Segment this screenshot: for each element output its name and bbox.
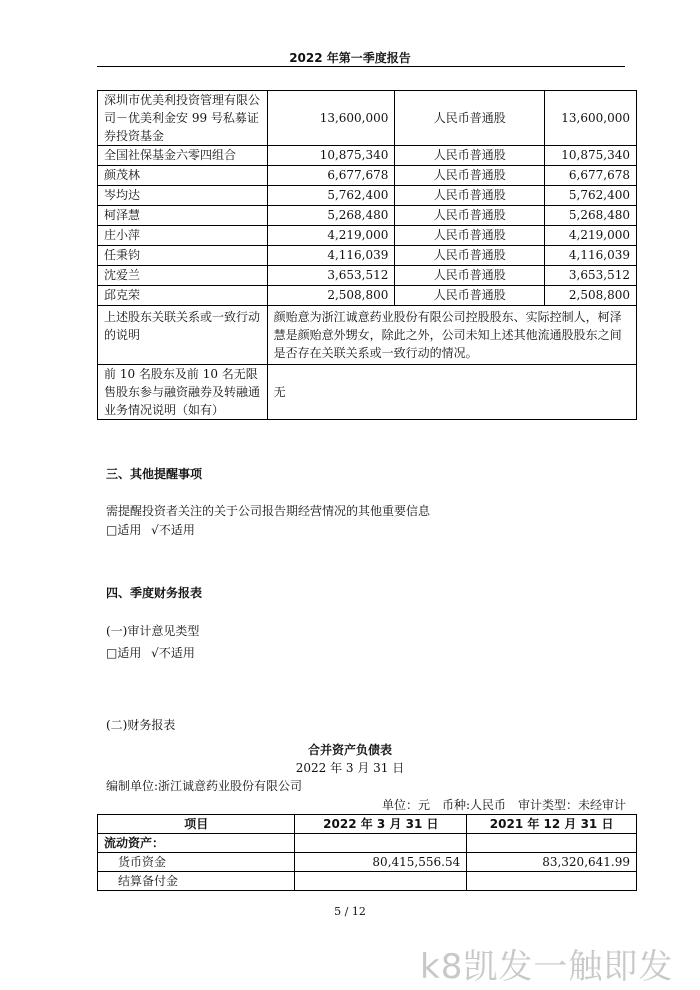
shareholder-name: 颜茂林: [98, 166, 268, 186]
section3-title: 三、其他提醒事项: [106, 467, 203, 481]
shareholder-name: 全国社保基金六零四组合: [98, 146, 268, 166]
table-row: [98, 91, 637, 146]
table-row: [98, 146, 637, 166]
share-type: 人民币普通股: [395, 286, 545, 306]
table-row: [98, 246, 637, 266]
shareholder-qty: 2,508,800: [267, 286, 395, 306]
row-value-prior: [467, 834, 637, 853]
balance-sheet-table: [97, 814, 637, 891]
shareholder-name: 邱克荣: [98, 286, 268, 306]
column-header: 2022 年 3 月 31 日: [295, 815, 467, 834]
applicable-checkbox: □适用: [106, 646, 142, 660]
share-type: 人民币普通股: [395, 266, 545, 286]
shareholder-name: 岑均达: [98, 186, 268, 206]
shareholder-qty: 5,762,400: [267, 186, 395, 206]
section3-options: [106, 521, 201, 538]
section4-options: [106, 644, 201, 661]
share-qty: 13,600,000: [545, 91, 637, 146]
audit-opinion-heading: (一)审计意见类型: [106, 624, 200, 638]
watermark-text: k8凯发一触即发: [420, 947, 674, 987]
shareholder-name: 任秉钧: [98, 246, 268, 266]
balance-sheet-title: 合并资产负债表: [307, 743, 392, 757]
report-header-title: 2022 年第一季度报告: [289, 51, 411, 65]
row-value-prior: 83,320,641.99: [467, 853, 637, 872]
share-type: 人民币普通股: [395, 186, 545, 206]
share-type: 人民币普通股: [395, 206, 545, 226]
balance-sheet-date: 2022 年 3 月 31 日: [295, 761, 405, 775]
shareholder-name: 沈爱兰: [98, 266, 268, 286]
shareholder-name: 庄小萍: [98, 226, 268, 246]
shareholder-qty: 3,653,512: [267, 266, 395, 286]
share-qty: 4,116,039: [545, 246, 637, 266]
section3-paragraph: 需提醒投资者关注的关于公司报告期经营情况的其他重要信息: [106, 504, 431, 518]
applicable-checkbox: □适用: [106, 523, 142, 537]
table-row: [98, 266, 637, 286]
row-item: 流动资产：: [98, 834, 295, 853]
top-shareholders-table: [97, 90, 637, 420]
table-header-row: [98, 815, 637, 834]
shareholder-qty: 10,875,340: [267, 146, 395, 166]
row-value-current: [295, 834, 467, 853]
preparer-line: 编制单位:浙江诚意药业股份有限公司: [106, 779, 303, 793]
not-applicable-checkbox: √不适用: [151, 646, 195, 660]
table-row: [98, 166, 637, 186]
shareholder-qty: 4,116,039: [267, 246, 395, 266]
share-type: 人民币普通股: [395, 91, 545, 146]
table-row: [98, 286, 637, 306]
share-type: 人民币普通股: [395, 226, 545, 246]
share-qty: 2,508,800: [545, 286, 637, 306]
table-row: [98, 186, 637, 206]
share-qty: 5,762,400: [545, 186, 637, 206]
share-qty: 6,677,678: [545, 166, 637, 186]
row-value-current: [295, 872, 467, 891]
currency-line: 单位：元 币种:人民币 审计类型：未经审计: [381, 798, 626, 812]
shareholder-name: 柯泽慧: [98, 206, 268, 226]
section4-title: 四、季度财务报表: [106, 586, 203, 600]
row-value-current: 80,415,556.54: [295, 853, 467, 872]
table-row: [98, 226, 637, 246]
not-applicable-checkbox: √不适用: [151, 523, 195, 537]
share-type: 人民币普通股: [395, 246, 545, 266]
row-item: 货币资金: [98, 853, 295, 872]
relation-label: 上述股东关联关系或一致行动的说明: [98, 306, 268, 365]
shareholder-qty: 5,268,480: [267, 206, 395, 226]
margin-label: 前 10 名股东及前 10 名无限售股东参与融资融券及转融通业务情况说明（如有）: [98, 365, 268, 420]
shareholder-qty: 13,600,000: [267, 91, 395, 146]
table-row: [98, 365, 637, 420]
column-header: 项目: [98, 815, 295, 834]
relation-text: 颜贻意为浙江诚意药业股份有限公司控股股东、实际控制人，柯泽慧是颜贻意外甥女，除此之外，公司未知上述其他流通股股东之间是否存在关联关系或一致行动的情况。: [267, 306, 636, 365]
row-value-prior: [467, 872, 637, 891]
shareholder-qty: 6,677,678: [267, 166, 395, 186]
share-qty: 4,219,000: [545, 226, 637, 246]
shareholder-qty: 4,219,000: [267, 226, 395, 246]
share-type: 人民币普通股: [395, 166, 545, 186]
table-row: [98, 206, 637, 226]
header-rule: [97, 66, 625, 67]
margin-text: 无: [267, 365, 636, 420]
table-row: [98, 872, 637, 891]
table-row: [98, 853, 637, 872]
share-qty: 10,875,340: [545, 146, 637, 166]
row-item: 结算备付金: [98, 872, 295, 891]
shareholder-name: 深圳市优美利投资管理有限公司－优美利金安 99 号私募证券投资基金: [98, 91, 268, 146]
share-type: 人民币普通股: [395, 146, 545, 166]
table-row: [98, 306, 637, 365]
share-qty: 3,653,512: [545, 266, 637, 286]
share-qty: 5,268,480: [545, 206, 637, 226]
page-number: 5 / 12: [334, 905, 366, 918]
financial-statements-heading: (二)财务报表: [106, 718, 176, 732]
column-header: 2021 年 12 月 31 日: [467, 815, 637, 834]
table-row: [98, 834, 637, 853]
